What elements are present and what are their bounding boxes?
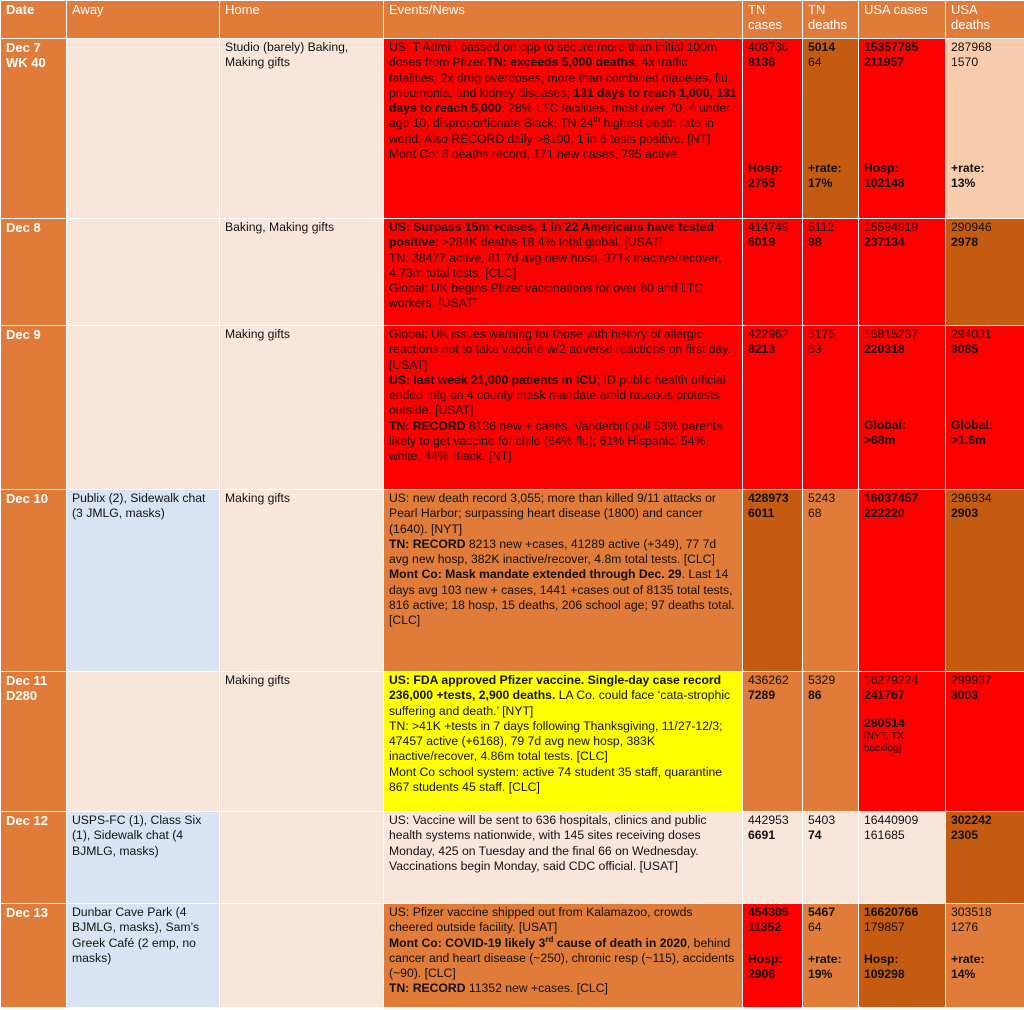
event-text: US: last week 21,000 patients in ICU (389, 372, 597, 387)
global-cases-value: >68m (864, 432, 896, 447)
usa-deaths-new: 2903 (951, 506, 979, 521)
usa-cases-total: 16037457 (864, 491, 919, 505)
tn-hosp-label: Hosp: (748, 951, 783, 966)
tn-deaths-new: 64 (808, 920, 822, 935)
usa-deaths-new: 2305 (951, 828, 979, 843)
event-text: 11352 new +cases. [CLC] (465, 981, 608, 996)
tn-cases-total: 408730 (748, 40, 789, 54)
usa-deaths-total: 287968 (951, 40, 992, 54)
tn-cases-new: 6691 (748, 828, 776, 843)
usa-deaths-cell (946, 490, 1024, 672)
event-paragraph (389, 40, 737, 147)
header-date: Date (1, 1, 67, 39)
event-text: Global: UK begins Pfizer vaccinations for over 80 and LTC workers. [USAT] (389, 281, 704, 311)
tn-deaths-new: 63 (808, 342, 822, 357)
event-paragraph (389, 220, 737, 251)
tn-cases-new: 11352 (748, 920, 782, 935)
event-text: Mont Co school system: active 74 student 35 staff, quarantine 867 students 45 staff. [CLC] (389, 764, 723, 795)
event-paragraph (389, 373, 737, 419)
tn-deaths-cell (803, 904, 859, 1008)
date-cell (1, 326, 67, 490)
usa-hosp-label: Hosp: (864, 160, 899, 175)
usa-cases-cell (859, 39, 946, 219)
usa-cases-new: 211957 (864, 55, 904, 70)
table-row (1, 219, 1024, 326)
table-row (1, 672, 1024, 812)
tn-deaths-new: 74 (808, 828, 822, 843)
table-row (1, 39, 1024, 219)
event-text: , 4x traffic fatalities, 2x drug overdoses, more than combined diabetes, flu, pneumonia, and kidney diseases; (389, 55, 732, 100)
usa-cases-total: 16440909 (864, 813, 919, 827)
usa-deaths-cell (946, 39, 1024, 219)
away-cell (67, 672, 220, 812)
global-cases-label: Global: (864, 417, 906, 432)
tn-deaths-new: 98 (808, 235, 822, 250)
tn-deaths-total: 5014 (808, 40, 836, 54)
global-deaths-label: Global: (951, 417, 993, 432)
header-usa-cases: USA cases (859, 1, 946, 39)
table-row (1, 904, 1024, 1008)
event-paragraph (389, 765, 737, 796)
events-cell (384, 219, 743, 326)
away-cell (67, 326, 220, 490)
usa-cases-cell (859, 672, 946, 812)
tn-cases-cell (743, 812, 803, 904)
date-cell (1, 904, 67, 1008)
away-cell: Publix (2), Sidewalk chat (3 JMLG, masks) (67, 490, 220, 672)
usa-cases-total: 16279224 (864, 673, 919, 687)
event-text: 131 days to reach 1,000, 131 days to reach 5,000 (389, 85, 737, 116)
tn-cases-new: 6019 (748, 235, 776, 250)
day-label: D280 (6, 688, 38, 703)
event-text: US: new death record 3,055; more than killed 9/11 attacks or Pearl Harbor; surpassing heart disease (1800) and cancer (1640). [NYT] (389, 491, 716, 536)
away-cell (67, 219, 220, 326)
tn-cases-new: 6011 (748, 506, 775, 521)
usa-deaths-total: 299937 (951, 673, 992, 687)
header-row (1, 1, 1024, 39)
event-paragraph (389, 981, 737, 996)
header-tn-deaths: TN deaths (803, 1, 859, 39)
event-paragraph (389, 537, 737, 568)
event-text: ; ID public health official ended mtg on 4 county mask mandate amid raucous protests outside. [USAT] (389, 372, 726, 418)
events-cell (384, 672, 743, 812)
usa-cases-cell (859, 812, 946, 904)
usa-hosp-value: 109298 (864, 966, 905, 981)
event-text: US: Vaccine will be sent to 636 hospitals, clinics and public health systems nationwide, with 145 sites receiving doses Monday, 425 on Tuesday and the final 66 on Wednesday. Vaccinations begin Monday, said CDC official. [USAT] (389, 813, 707, 873)
event-paragraph (389, 719, 737, 765)
away-cell (67, 39, 220, 219)
tn-hosp-value: 2906 (748, 966, 776, 981)
table-row (1, 812, 1024, 904)
header-tn-cases: TN cases (743, 1, 803, 39)
date-label: Dec 11 (6, 673, 48, 688)
events-cell (384, 812, 743, 904)
tn-deaths-total: 5403 (808, 813, 836, 827)
event-text: US: FDA approved Pfizer vaccine. Single-day case record 236,000 +tests, 2,900 deaths. (389, 673, 722, 703)
tn-cases-total: 414749 (748, 220, 789, 234)
home-cell: Studio (barely) Baking, Making gifts (220, 39, 384, 219)
usa-deaths-cell (946, 812, 1024, 904)
event-text: ; >284K deaths 18.4% total global. [USAT] (435, 235, 663, 250)
event-text: TN: RECORD (389, 981, 466, 996)
event-text: TN: >41K +tests in 7 days following Thanksgiving, 11/27-12/3; 47457 active (+6168), 79 7d avg new hosp, 383K inactive/recover, 4.86m total tests. [CLC] (389, 718, 723, 764)
event-superscript: rd (545, 934, 554, 944)
tn-cases-total: 436262 (748, 673, 789, 687)
event-text: ; 28% LTC facilities, most over 70, 4 under age 10, disproportionate Black; TN 24 (389, 101, 731, 131)
tn-cases-total: 442953 (748, 813, 789, 827)
table-row (1, 490, 1024, 672)
event-text: US: T Admin passed on opp to secure more than initial 100m doses from Pfizer. (389, 40, 718, 70)
events-cell (384, 904, 743, 1008)
usa-deaths-new: 3003 (951, 688, 979, 703)
event-text: . Last 14 days avg 103 new + cases, 1441 +cases out of 8135 total tests, 816 active; 18 hosp, 15 deaths, 206 school age; 97 deaths total. [CLC] (389, 567, 735, 628)
home-cell: Making gifts (220, 490, 384, 672)
event-text: US: Surpass 15m +cases, 1 in 22 Americans have tested positive (389, 220, 715, 250)
home-cell: Baking, Making gifts (220, 219, 384, 326)
date-label: Dec 10 (6, 491, 48, 506)
usa-hosp-label: Hosp: (864, 951, 899, 966)
usa-deaths-total: 302242 (951, 813, 992, 827)
date-label: Dec 8 (6, 220, 41, 235)
events-cell (384, 326, 743, 490)
event-paragraph (389, 567, 737, 628)
date-label: Dec 12 (6, 813, 48, 828)
usa-deaths-new: 2978 (951, 235, 979, 250)
header-events: Events/News (384, 1, 743, 39)
event-text: LA Co. could face ‘cata-strophic suffering and death.’ [NYT] (389, 688, 731, 718)
usa-cases-cell (859, 904, 946, 1008)
date-label: Dec 7 (6, 40, 41, 55)
usa-deaths-new: 1276 (951, 920, 979, 935)
tn-deaths-total: 5329 (808, 673, 836, 687)
usa-rate-label: +rate: (951, 951, 985, 966)
event-paragraph (389, 327, 737, 373)
event-text: Mont Co: Mask mandate extended through Dec. 29 (389, 567, 682, 582)
home-cell (220, 904, 384, 1008)
header-home: Home (220, 1, 384, 39)
tn-cases-new: 8213 (748, 342, 776, 357)
event-text: TN: 38477 active, 81 7d avg new hosp, 371k inactive/recover, 4.73m total tests. [CLC] (389, 250, 722, 280)
event-paragraph (389, 936, 737, 982)
tn-deaths-new: 64 (808, 55, 822, 70)
home-cell: Making gifts (220, 672, 384, 812)
away-cell: USPS-FC (1), Class Six (1), Sidewalk chat (4 BJMLG, masks) (67, 812, 220, 904)
usa-cases-new: 222220 (864, 506, 905, 521)
usa-deaths-total: 303518 (951, 905, 992, 919)
event-paragraph (389, 251, 737, 282)
usa-hosp-value: 102148 (864, 175, 905, 190)
event-paragraph (389, 813, 737, 874)
away-cell: Dunbar Cave Park (4 BJMLG, masks), Sam’s Greek Café (2 emp, no masks) (67, 904, 220, 1008)
tn-deaths-total: 5112 (808, 220, 835, 234)
tn-cases-new: 8136 (748, 55, 776, 70)
date-cell (1, 672, 67, 812)
tn-deaths-total: 5175 (808, 327, 836, 341)
week-label: WK 40 (6, 55, 46, 70)
tn-deaths-cell (803, 39, 859, 219)
event-text: cause of death in 2020 (553, 935, 687, 950)
tn-cases-new: 7289 (748, 688, 776, 703)
tn-rate-label: +rate: (808, 160, 842, 175)
tn-cases-cell (743, 904, 803, 1008)
event-paragraph (389, 419, 737, 465)
tn-deaths-cell (803, 812, 859, 904)
tn-deaths-cell (803, 672, 859, 812)
usa-cases-total: 16620766 (864, 905, 919, 919)
tn-rate-label: +rate: (808, 951, 842, 966)
tn-cases-cell (743, 672, 803, 812)
date-cell (1, 39, 67, 219)
usa-deaths-total: 294031 (951, 327, 992, 341)
usa-deaths-total: 290946 (951, 220, 992, 234)
event-paragraph (389, 905, 737, 936)
usa-cases-new: 241767 (864, 688, 905, 703)
tn-hosp-value: 2755 (748, 175, 776, 190)
tn-deaths-new: 68 (808, 506, 822, 521)
usa-deaths-new: 3085 (951, 342, 979, 357)
tn-cases-total: 422962 (748, 327, 789, 341)
tn-cases-cell (743, 219, 803, 326)
home-cell (220, 812, 384, 904)
tn-deaths-cell (803, 490, 859, 672)
event-paragraph (389, 147, 737, 162)
event-text: 8136 new + cases. Vanderbilt poll 53% parents likely to get vaccine for child (64% flu); 61% Hispanic, 54% white, 44% Black. [NT] (389, 418, 723, 464)
usa-deaths-total: 296934 (951, 491, 992, 505)
events-cell (384, 490, 743, 672)
date-cell (1, 490, 67, 672)
events-cell (384, 39, 743, 219)
tn-deaths-total: 5243 (808, 491, 836, 505)
event-paragraph (389, 491, 737, 537)
event-text: US: Pfizer vaccine shipped out from Kalamazoo, crowds cheered outside facility. [USAT] (389, 905, 693, 935)
usa-cases-adjusted: 280514 (864, 715, 905, 730)
event-text: TN: RECORD (389, 418, 466, 433)
event-paragraph (389, 281, 737, 312)
usa-deaths-cell (946, 904, 1024, 1008)
usa-cases-new: 179857 (864, 920, 905, 935)
usa-cases-new: 161685 (864, 828, 905, 843)
usa-cases-cell (859, 326, 946, 490)
tn-hosp-label: Hosp: (748, 160, 783, 175)
usa-deaths-cell (946, 219, 1024, 326)
global-deaths-value: >1.6m (951, 432, 986, 447)
tn-rate-value: 17% (808, 175, 833, 190)
usa-cases-cell (859, 219, 946, 326)
usa-deaths-cell (946, 326, 1024, 490)
tn-deaths-new: 86 (808, 688, 822, 703)
usa-cases-total: 15815237 (864, 327, 919, 341)
usa-cases-new: 237134 (864, 235, 905, 250)
date-cell (1, 219, 67, 326)
tn-cases-total: 454305 (748, 905, 789, 919)
event-text: TN: exceeds 5,000 deaths (486, 55, 635, 70)
tn-deaths-total: 5467 (808, 905, 836, 919)
usa-cases-total: 15594919 (864, 220, 919, 234)
tn-deaths-cell (803, 326, 859, 490)
usa-cases-new: 220318 (864, 342, 905, 357)
usa-cases-cell (859, 490, 946, 672)
event-text: , behind cancer and heart disease (~250), chronic resp (~115), accidents (~90). [CLC] (389, 935, 735, 981)
date-label: Dec 13 (6, 905, 48, 920)
event-superscript: th (593, 115, 601, 125)
usa-rate-value: 13% (951, 175, 976, 190)
tn-deaths-cell (803, 219, 859, 326)
usa-cases-total: 15357785 (864, 40, 919, 54)
tn-cases-cell (743, 39, 803, 219)
tn-cases-cell (743, 490, 803, 672)
usa-deaths-new: 1570 (951, 55, 979, 70)
home-cell: Making gifts (220, 326, 384, 490)
table-row (1, 326, 1024, 490)
event-text: Mont Co: 8 deaths record, 171 new cases, 795 active. (389, 147, 681, 162)
event-text: Global: UK issues warning for those with history of allergic reactions not to take vaccine w/2 adverse reactions on first day. [USAT] (389, 327, 731, 372)
event-paragraph (389, 673, 737, 719)
tn-cases-total: 428973 (748, 491, 789, 505)
date-label: Dec 9 (6, 327, 41, 342)
event-text: TN: RECORD (389, 536, 466, 551)
usa-cases-note: [NYT, TX backlog] (864, 730, 904, 754)
header-usa-deaths: USA deaths (946, 1, 1024, 39)
usa-rate-value: 14% (951, 966, 976, 981)
event-text: Mont Co: COVID-19 likely 3 (389, 935, 546, 950)
event-text: highest death rate in world. Also RECORD daily >8100; 1 in 6 tests positive. [NT] (389, 116, 714, 146)
date-cell (1, 812, 67, 904)
event-text: 8213 new +cases, 41289 active (+349), 77 7d avg new hosp, 382K inactive/recover, 4.8m total tests. [CLC] (389, 536, 717, 567)
tn-rate-value: 19% (808, 966, 833, 981)
tn-cases-cell (743, 326, 803, 490)
header-away: Away (67, 1, 220, 39)
usa-rate-label: +rate: (951, 160, 985, 175)
usa-deaths-cell (946, 672, 1024, 812)
